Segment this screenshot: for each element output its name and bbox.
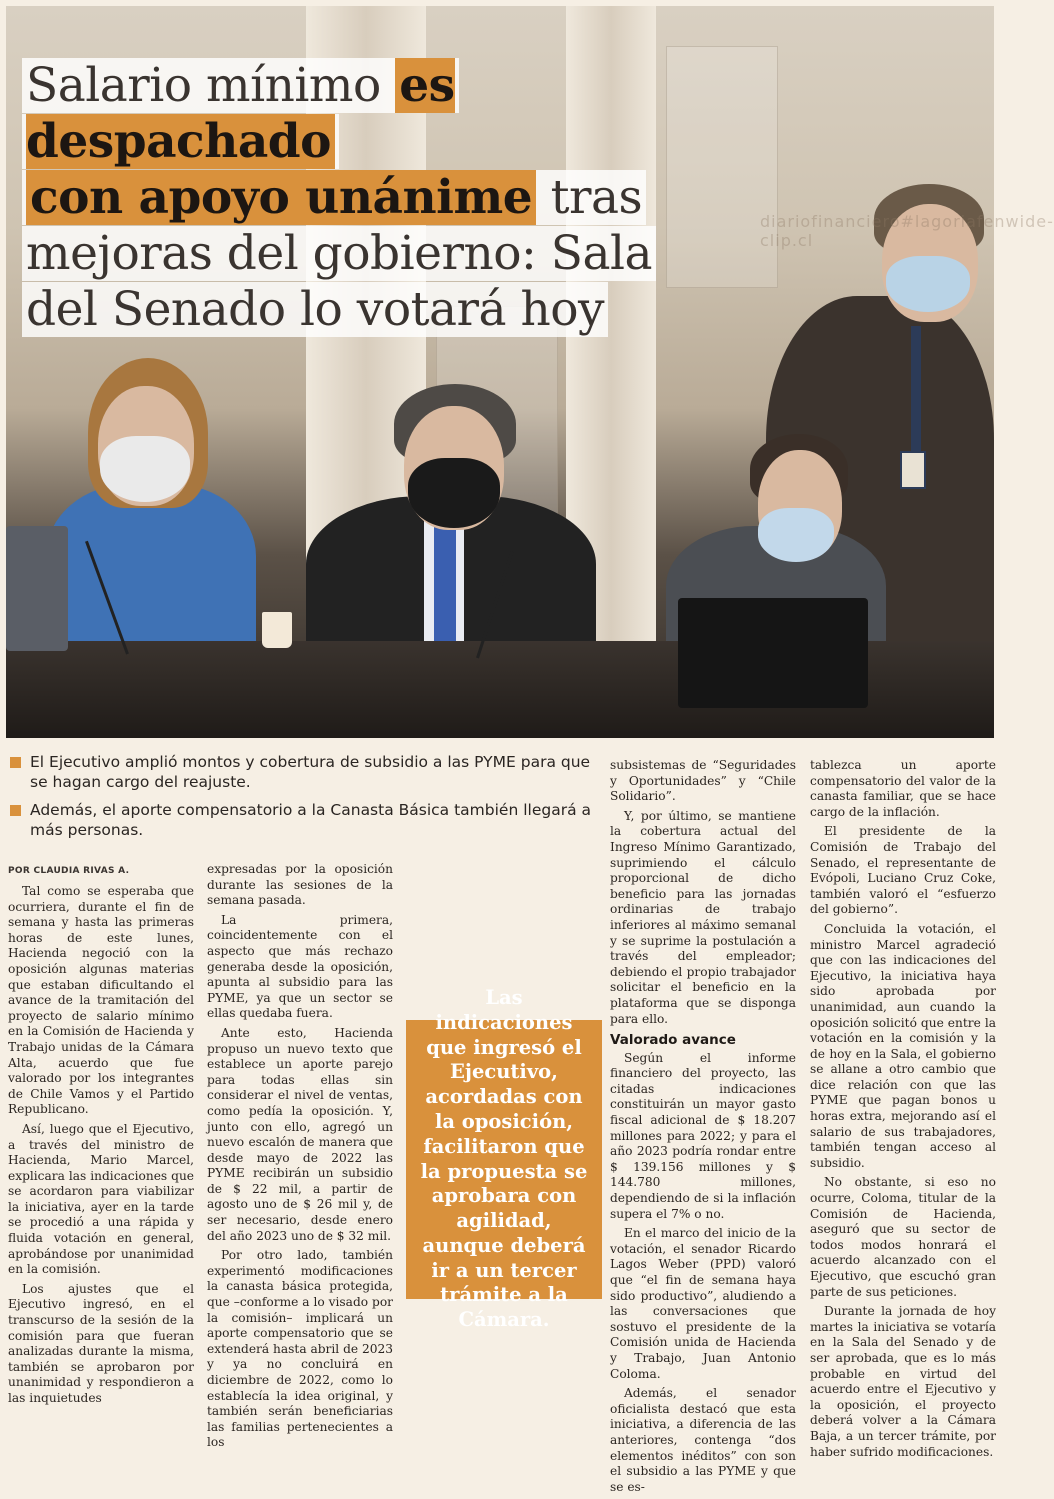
pull-quote	[406, 985, 602, 1332]
article-column-4	[810, 758, 996, 1464]
laptop-left	[6, 526, 68, 651]
paragraph: La primera, coincidentemente con el aspecto que más rechazo generaba desde la oposición, apunta al subsidio para las PYME, ya que un sector se ellas quedaba fuera.	[207, 912, 393, 1021]
paragraph: Ante esto, Hacienda propuso un nuevo texto que establece un aporte parejo para todas ellas sin considerar el nivel de ventas, como pedía la oposición. Y, junto con ello, agregó un nuevo escalón de manera que desde mayo de 2022 las PYME recibirán un subsidio de $ 22 mil, a partir de agosto uno de $ 26 mil y, de ser necesario, desde enero del año 2023 uno de $ 32 mil.	[207, 1025, 393, 1243]
paragraph: Y, por último, se mantiene la cobertura actual del Ingreso Mínimo Garantizado, suprimiendo el cálculo proporcional de dicho beneficio para las jornadas ordinarias de trabajo inferiores al máximo semanal y se suprime la postulación a través del empleador; debiendo el propio trabajador solicitar el beneficio en la plataforma que se disponga para ello.	[610, 808, 796, 1026]
coffee-cup	[262, 612, 292, 648]
headline-highlight: es despachado	[26, 58, 455, 169]
bullet-square-icon	[10, 805, 21, 816]
bullet-square-icon	[10, 757, 21, 768]
paragraph: Tal como se esperaba que ocurriera, durante el fin de semana y hasta las primeras horas de este lunes, Hacienda negoció con la oposición algunas materias que estaban dificultando el avance de la tramitación del proyecto de salario mínimo en la Comisión de Hacienda y Trabajo unidas de la Cámara Alta, acuerdo que fue valorado por los integrantes de Chile Vamos y el Partido Republicano.	[8, 884, 194, 1117]
headline-text: Salario mínimo	[26, 58, 396, 113]
headline-text: mejoras del gobierno: Sala	[22, 226, 656, 281]
paragraph: Así, luego que el Ejecutivo, a través del ministro de Hacienda, Mario Marcel, explicara las indicaciones que se acordaron para viabilizar la iniciativa, ayer en la tarde se procedió a una rápida y fluida votación en general, aprobándose por unanimidad en la comisión.	[8, 1121, 194, 1277]
paragraph: subsistemas de “Seguridades y Oportunidades” y “Chile Solidario”.	[610, 758, 796, 804]
paragraph: Por otro lado, también experimentó modificaciones la canasta básica protegida, que –conforme a lo visado por la comisión– implicará un aporte compensatorio que se extenderá hasta abril de 2023 y ya no concluirá en diciembre de 2022, como lo establecía la idea original, y también serán beneficiarias las familias pertenecientes a los	[207, 1248, 393, 1450]
byline: POR CLAUDIA RIVAS A.	[8, 866, 130, 876]
subheading: Valorado avance	[610, 1032, 736, 1049]
paragraph: Además, el senador oficialista destacó que esta iniciativa, a diferencia de las anteriores, contenga “dos elementos inéditos” con son el subsidio a las PYME y que se es-	[610, 1386, 796, 1494]
paragraph: Durante la jornada de hoy martes la iniciativa se votaría en la Sala del Senado y de ser aprobada, que es lo más probable en virtud del acuerdo entre el Ejecutivo y la oposición, el proyecto deberá volver a la Cámara Baja, a un tercer trámite, por haber sufrido modificaciones.	[810, 1304, 996, 1459]
summary-bullets	[8, 752, 598, 848]
summary-bullet: El Ejecutivo amplió montos y cobertura de subsidio a las PYME para que se hagan cargo del reajuste.	[8, 752, 598, 792]
headline-highlight: con apoyo unánime	[26, 170, 536, 225]
article-column-3	[610, 758, 796, 1499]
headline-text: tras	[536, 170, 643, 225]
pull-quote-text: Las indicaciones que ingresó el Ejecutivo, acordadas con la oposición, facilitaron que la propuesta se aprobara con agilidad, aunque deberá ir a un tercer trámite a la Cámara.	[420, 985, 588, 1332]
article-column-2	[207, 862, 393, 1455]
paragraph: Según el informe financiero del proyecto, las citadas indicaciones constituirán un mayor gasto fiscal adicional de $ 18.207 millones para 2022; y para el año 2023 podría rondar entre $ 139.156 millones y $ 144.780 millones, dependiendo de si la inflación supera el 7% o no.	[610, 1050, 796, 1221]
watermark: diariofinanciero#lagoriafenwide-clip.cl	[760, 212, 1054, 250]
paragraph: tablezca un aporte compensatorio del valor de la canasta familiar, que se hace cargo de la inflación.	[810, 758, 996, 819]
paragraph: Los ajustes que el Ejecutivo ingresó, en el transcurso de la sesión de la comisión para que fueran analizadas durante la misma, también se aprobaron por unanimidad y respondieron a las inquietudes	[8, 1281, 194, 1405]
paragraph: No obstante, si eso no ocurre, Coloma, titular de la Comisión de Hacienda, aseguró que su sector de todos modos honrará el acuerdo alcanzado con el Ejecutivo, que escuchó gran parte de sus peticiones.	[810, 1175, 996, 1299]
paragraph: Concluida la votación, el ministro Marcel agradeció que con las indicaciones del Ejecutivo, la iniciativa haya sido aprobada por unanimidad, aun cuando la oposición solicitó que entre la votación en la comisión y la de hoy en la Sala, el gobierno se allane a otro cambio que dice relación con que las PYME que pagan bonos u horas extra, mejorando así el salario de sus trabajadores, también tengan acceso al subsidio.	[810, 921, 996, 1170]
paragraph: expresadas por la oposición durante las sesiones de la semana pasada.	[207, 862, 393, 908]
laptop-right	[678, 598, 868, 708]
paragraph: En el marco del inicio de la votación, el senador Ricardo Lagos Weber (PPD) valoró que “el fin de semana haya sido productivo”, aludiendo a las conversaciones que sostuvo el presidente de la Comisión unida de Hacienda y Trabajo, Juan Antonio Coloma.	[610, 1226, 796, 1381]
paragraph: El presidente de la Comisión de Trabajo del Senado, el representante de Evópoli, Luciano Cruz Coke, también valoró el “esfuerzo del gobierno”.	[810, 824, 996, 917]
article-column-1	[8, 884, 194, 1411]
summary-bullet: Además, el aporte compensatorio a la Canasta Básica también llegará a más personas.	[8, 800, 598, 840]
headline-text: del Senado lo votará hoy	[22, 282, 608, 337]
headline	[22, 58, 762, 338]
